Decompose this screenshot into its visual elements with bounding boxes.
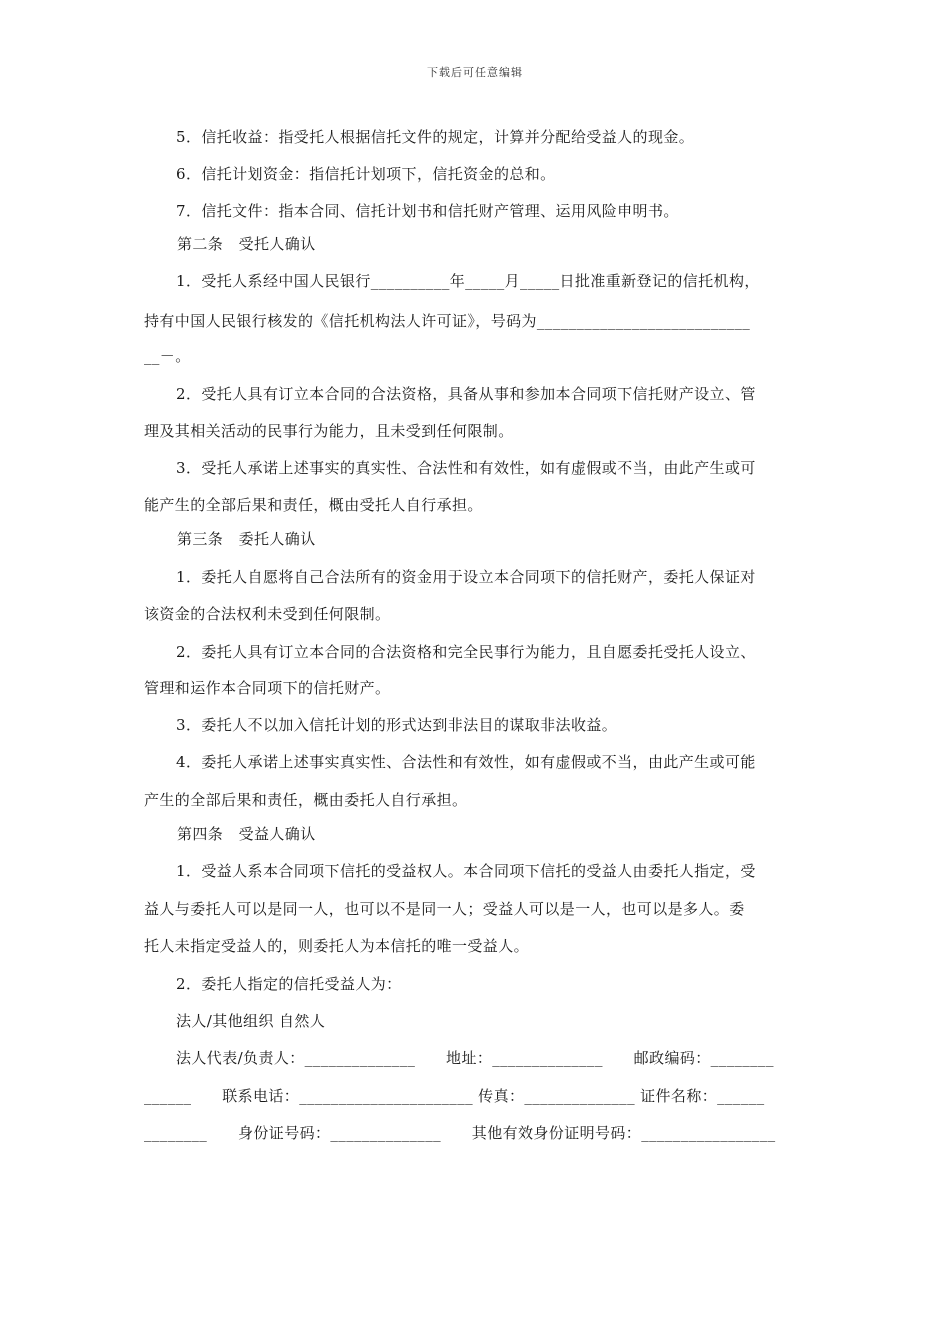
paragraph-line: 理及其相关活动的民事行为能力，且未受到任何限制。 [144, 422, 514, 440]
article-heading: 第三条 委托人确认 [177, 530, 316, 548]
paragraph-line: 能产生的全部后果和责任，概由受托人自行承担。 [144, 496, 483, 514]
paragraph-line: 2．受托人具有订立本合同的合法资格，具备从事和参加本合同项下信托财产设立、管 [176, 385, 756, 403]
paragraph-line: 益人与委托人可以是同一人，也可以不是同一人；受益人可以是一人，也可以是多人。委 [144, 900, 745, 918]
paragraph-line: 法人/其他组织 自然人 [176, 1012, 326, 1030]
paragraph-line: 2．委托人具有订立本合同的合法资格和完全民事行为能力，且自愿委托受托人设立、 [176, 643, 756, 661]
paragraph-line: 3．受托人承诺上述事实的真实性、合法性和有效性，如有虚假或不当，由此产生或可 [176, 459, 756, 477]
paragraph-line: 1．受托人系经中国人民银行__________年_____月_____日批准重新登记的信托机构， [176, 272, 760, 290]
form-line: ________ 身份证号码：______________ 其他有效身份证明号码：_________________ [144, 1124, 776, 1142]
paragraph-line: 管理和运作本合同项下的信托财产。 [144, 679, 391, 697]
paragraph-line: 1．委托人自愿将自己合法所有的资金用于设立本合同项下的信托财产，委托人保证对 [176, 568, 756, 586]
paragraph-line: 4．委托人承诺上述事实真实性、合法性和有效性，如有虚假或不当，由此产生或可能 [176, 753, 756, 771]
form-line: ______ 联系电话：______________________ 传真：______________ 证件名称：______ [144, 1087, 765, 1105]
paragraph-line: 7．信托文件：指本合同、信托计划书和信托财产管理、运用风险申明书。 [176, 202, 679, 220]
paragraph-line: 3．委托人不以加入信托计划的形式达到非法目的谋取非法收益。 [176, 716, 618, 734]
article-heading: 第二条 受托人确认 [177, 235, 316, 253]
paragraph-line: 该资金的合法权利未受到任何限制。 [144, 605, 391, 623]
page-header: 下载后可任意编辑 [427, 66, 523, 79]
article-heading: 第四条 受益人确认 [177, 825, 316, 843]
form-line: 法人代表/负责人：______________ 地址：______________ 邮政编码：________ [176, 1049, 774, 1067]
paragraph-line: 产生的全部后果和责任，概由委托人自行承担。 [144, 791, 468, 809]
paragraph-line: 托人未指定受益人的，则委托人为本信托的唯一受益人。 [144, 937, 530, 955]
paragraph-line: 持有中国人民银行核发的《信托机构法人许可证》，号码为___________________________ [144, 312, 751, 330]
paragraph-line: 5．信托收益：指受托人根据信托文件的规定，计算并分配给受益人的现金。 [176, 128, 695, 146]
paragraph-line: 1．受益人系本合同项下信托的受益权人。本合同项下信托的受益人由委托人指定，受 [176, 862, 756, 880]
paragraph-line: 6．信托计划资金：指信托计划项下，信托资金的总和。 [176, 165, 556, 183]
paragraph-line: 2．委托人指定的信托受益人为： [176, 975, 402, 993]
paragraph-line: __－。 [144, 347, 191, 365]
